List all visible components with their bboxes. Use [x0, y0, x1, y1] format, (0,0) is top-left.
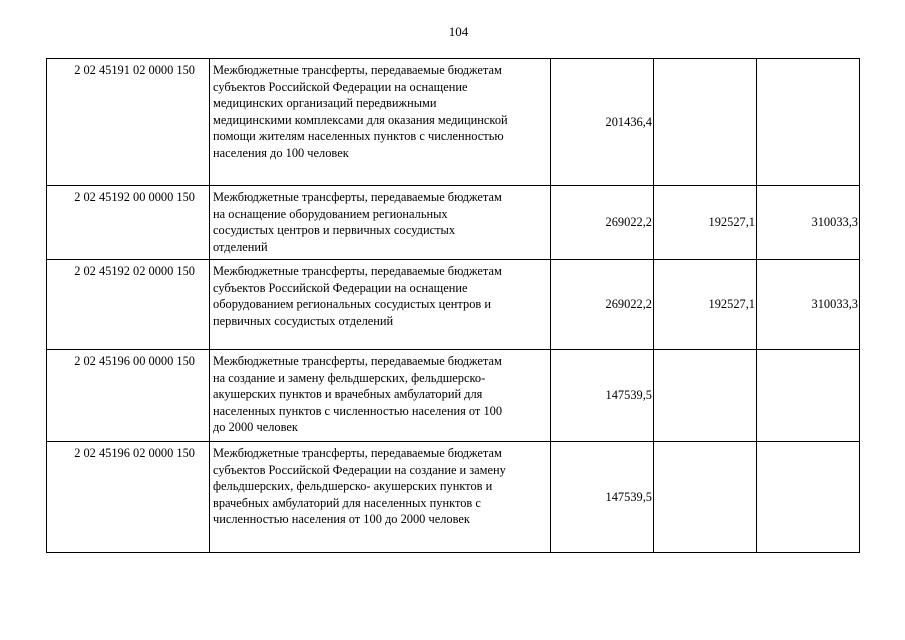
description: [210, 186, 551, 260]
budget-code: 2 02 45191 02 0000 150: [47, 59, 210, 186]
amount-3: 310033,3: [757, 260, 860, 350]
description: [210, 59, 551, 186]
description-line: медицинскими комплексами для оказания медицинской: [213, 112, 508, 127]
description-line: врачебных амбулаторий для населенных пунктов с: [213, 495, 481, 510]
amount-3: [757, 59, 860, 186]
table-row: [47, 59, 860, 186]
table-row: [47, 442, 860, 553]
description-line: оборудованием региональных сосудистых центров и: [213, 297, 491, 312]
amount-1: 147539,5: [551, 350, 654, 442]
description-line: Межбюджетные трансферты, передаваемые бюджетам: [213, 63, 502, 77]
description: [210, 350, 551, 442]
amount-2: [654, 442, 757, 553]
description-line: на оснащение оборудованием региональных: [213, 206, 448, 221]
description-line: Межбюджетные трансферты, передаваемые бюджетам: [213, 264, 502, 278]
budget-code: 2 02 45196 02 0000 150: [47, 442, 210, 553]
amount-1: 269022,2: [551, 186, 654, 260]
amount-3: [757, 350, 860, 442]
description-line: фельдшерских, фельдшерско- акушерских пунктов и: [213, 479, 493, 494]
description-line: субъектов Российской Федерации на оснащение: [213, 79, 468, 94]
amount-2: [654, 350, 757, 442]
description-line: первичных сосудистых отделений: [213, 313, 394, 328]
table-row: [47, 186, 860, 260]
description-line: на создание и замену фельдшерских, фельдшерско-: [213, 370, 486, 385]
description-line: Межбюджетные трансферты, передаваемые бюджетам: [213, 446, 502, 460]
amount-1: 147539,5: [551, 442, 654, 553]
description: [210, 260, 551, 350]
budget-code: 2 02 45192 02 0000 150: [47, 260, 210, 350]
description-line: сосудистых центров и первичных сосудистых: [213, 223, 456, 238]
page-number: 104: [448, 24, 469, 39]
amount-2: 192527,1: [654, 260, 757, 350]
description-line: населенных пунктов с численностью населения от 100: [213, 403, 503, 418]
description-line: населения до 100 человек: [213, 145, 349, 160]
amount-3: [757, 442, 860, 553]
description-line: Межбюджетные трансферты, передаваемые бюджетам: [213, 190, 502, 204]
budget-code: 2 02 45192 00 0000 150: [47, 186, 210, 260]
table-body: [47, 59, 860, 553]
amount-2: [654, 59, 757, 186]
amount-1: 269022,2: [551, 260, 654, 350]
amount-2: 192527,1: [654, 186, 757, 260]
table-row: [47, 260, 860, 350]
table-row: [47, 350, 860, 442]
description-line: помощи жителям населенных пунктов с численностью: [213, 129, 504, 144]
budget-code: 2 02 45196 00 0000 150: [47, 350, 210, 442]
description-line: отделений: [213, 239, 268, 254]
description-line: Межбюджетные трансферты, передаваемые бюджетам: [213, 354, 502, 368]
description: [210, 442, 551, 553]
description-line: численностью населения от 100 до 2000 человек: [213, 512, 470, 527]
amount-3: 310033,3: [757, 186, 860, 260]
description-line: субъектов Российской Федерации на создание и замену: [213, 462, 506, 477]
description-line: до 2000 человек: [213, 420, 298, 435]
description-line: субъектов Российской Федерации на оснащение: [213, 280, 468, 295]
description-line: медицинских организаций передвижными: [213, 96, 437, 111]
budget-table: [46, 58, 860, 553]
amount-1: 201436,4: [551, 59, 654, 186]
description-line: акушерских пунктов и врачебных амбулаторий для: [213, 387, 483, 402]
